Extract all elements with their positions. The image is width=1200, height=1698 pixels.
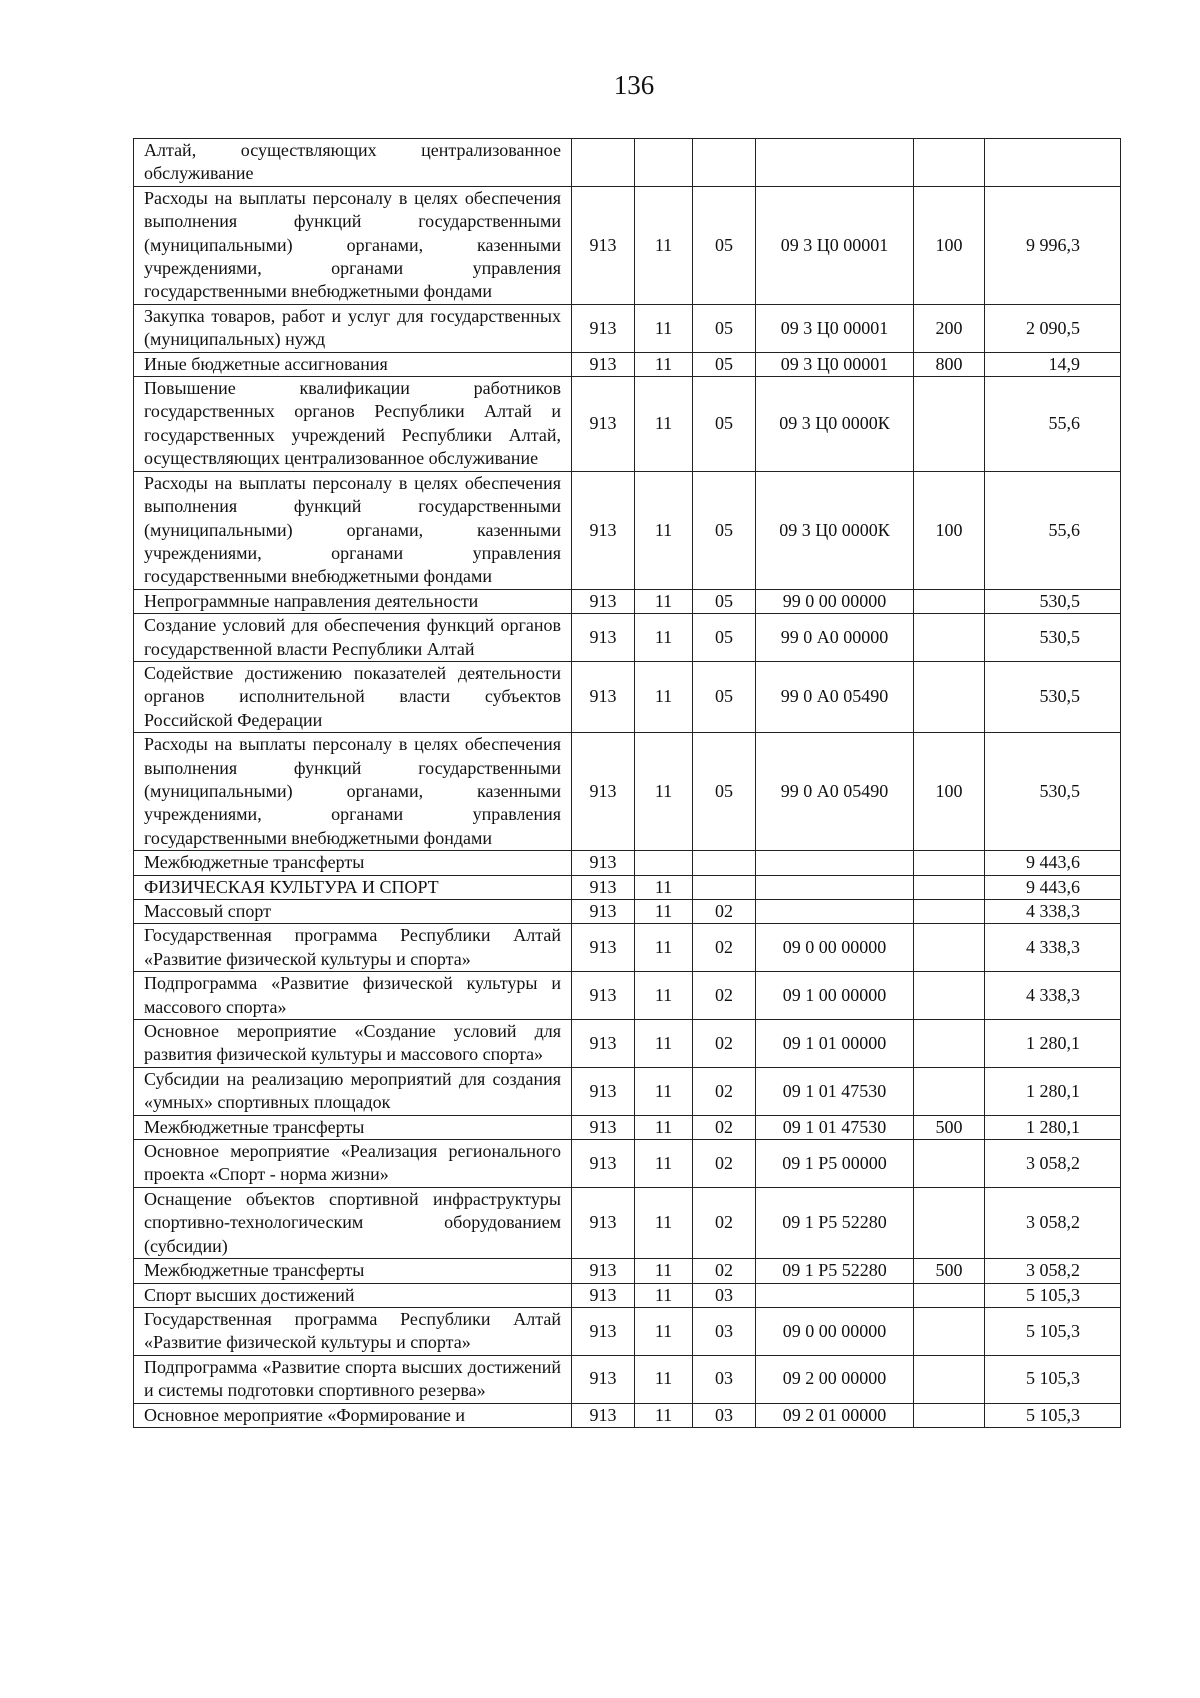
target-article-cell: 99 0 А0 05490 (756, 733, 914, 851)
subsection-code-cell: 02 (693, 900, 756, 924)
grbs-code-cell: 913 (572, 1187, 635, 1258)
expense-type-cell (914, 1067, 985, 1115)
expense-type-cell: 100 (914, 471, 985, 589)
expense-type-cell: 100 (914, 186, 985, 304)
expense-type-cell (914, 1283, 985, 1307)
expense-type-cell: 200 (914, 304, 985, 352)
section-code-cell: 11 (635, 377, 693, 472)
expense-name-cell: Межбюджетные трансферты (134, 1259, 572, 1283)
amount-cell: 9 443,6 (985, 851, 1121, 875)
subsection-code-cell: 02 (693, 1020, 756, 1068)
section-code-cell: 11 (635, 614, 693, 662)
grbs-code-cell: 913 (572, 1283, 635, 1307)
table-row (134, 1283, 1121, 1307)
table-body (134, 139, 1121, 1428)
amount-cell: 5 105,3 (985, 1307, 1121, 1355)
target-article-cell (756, 900, 914, 924)
table-row (134, 614, 1121, 662)
expense-type-cell: 100 (914, 733, 985, 851)
amount-cell (985, 139, 1121, 187)
expense-name-cell: Алтай, осуществляющих централизованное обслуживание (134, 139, 572, 187)
subsection-code-cell (693, 851, 756, 875)
target-article-cell: 09 1 01 00000 (756, 1020, 914, 1068)
table-row (134, 851, 1121, 875)
grbs-code-cell: 913 (572, 924, 635, 972)
expense-type-cell (914, 900, 985, 924)
section-code-cell: 11 (635, 875, 693, 899)
expense-name-cell: Государственная программа Республики Алтай «Развитие физической культуры и спорта» (134, 924, 572, 972)
amount-cell: 5 105,3 (985, 1355, 1121, 1403)
expense-name-cell: Расходы на выплаты персоналу в целях обеспечения выполнения функций государственными (муниципальными) органами, казенными учреждениями, органами управления государственными внебюджетными фондами (134, 186, 572, 304)
budget-table (133, 138, 1121, 1428)
amount-cell: 9 443,6 (985, 875, 1121, 899)
section-code-cell: 11 (635, 924, 693, 972)
section-code-cell (635, 139, 693, 187)
amount-cell: 55,6 (985, 377, 1121, 472)
subsection-code-cell: 05 (693, 352, 756, 376)
target-article-cell: 09 3 Ц0 00001 (756, 186, 914, 304)
subsection-code-cell: 02 (693, 972, 756, 1020)
expense-name-cell: Расходы на выплаты персоналу в целях обеспечения выполнения функций государственными (муниципальными) органами, казенными учреждениями, органами управления государственными внебюджетными фондами (134, 471, 572, 589)
grbs-code-cell: 913 (572, 614, 635, 662)
table-row (134, 1140, 1121, 1188)
expense-type-cell (914, 1355, 985, 1403)
section-code-cell: 11 (635, 1283, 693, 1307)
subsection-code-cell: 05 (693, 661, 756, 732)
expense-type-cell (914, 1403, 985, 1427)
table-row (134, 875, 1121, 899)
subsection-code-cell: 02 (693, 1140, 756, 1188)
target-article-cell: 99 0 А0 00000 (756, 614, 914, 662)
amount-cell: 5 105,3 (985, 1403, 1121, 1427)
subsection-code-cell: 03 (693, 1355, 756, 1403)
expense-type-cell (914, 1187, 985, 1258)
expense-type-cell (914, 1140, 985, 1188)
target-article-cell (756, 1283, 914, 1307)
grbs-code-cell: 913 (572, 1403, 635, 1427)
table-row (134, 304, 1121, 352)
table-row (134, 1020, 1121, 1068)
expense-name-cell: Субсидии на реализацию мероприятий для создания «умных» спортивных площадок (134, 1067, 572, 1115)
table-row (134, 1187, 1121, 1258)
grbs-code-cell: 913 (572, 875, 635, 899)
section-code-cell: 11 (635, 661, 693, 732)
table-row (134, 1259, 1121, 1283)
table-row (134, 1115, 1121, 1139)
target-article-cell: 09 3 Ц0 0000К (756, 471, 914, 589)
target-article-cell: 09 3 Ц0 00001 (756, 304, 914, 352)
grbs-code-cell: 913 (572, 1067, 635, 1115)
table-row (134, 661, 1121, 732)
amount-cell: 14,9 (985, 352, 1121, 376)
target-article-cell: 09 1 01 47530 (756, 1115, 914, 1139)
subsection-code-cell: 05 (693, 471, 756, 589)
target-article-cell: 09 2 01 00000 (756, 1403, 914, 1427)
section-code-cell: 11 (635, 1187, 693, 1258)
expense-name-cell: Межбюджетные трансферты (134, 851, 572, 875)
expense-type-cell (914, 377, 985, 472)
grbs-code-cell: 913 (572, 589, 635, 613)
amount-cell: 2 090,5 (985, 304, 1121, 352)
amount-cell: 3 058,2 (985, 1140, 1121, 1188)
section-code-cell: 11 (635, 1307, 693, 1355)
section-code-cell: 11 (635, 1115, 693, 1139)
subsection-code-cell: 02 (693, 1067, 756, 1115)
subsection-code-cell: 05 (693, 304, 756, 352)
amount-cell: 530,5 (985, 661, 1121, 732)
grbs-code-cell: 913 (572, 1259, 635, 1283)
section-code-cell (635, 851, 693, 875)
expense-type-cell: 500 (914, 1115, 985, 1139)
section-code-cell: 11 (635, 471, 693, 589)
section-code-cell: 11 (635, 1140, 693, 1188)
expense-name-cell: Массовый спорт (134, 900, 572, 924)
subsection-code-cell: 03 (693, 1307, 756, 1355)
section-code-cell: 11 (635, 186, 693, 304)
subsection-code-cell: 02 (693, 924, 756, 972)
table-row (134, 186, 1121, 304)
grbs-code-cell: 913 (572, 186, 635, 304)
subsection-code-cell (693, 139, 756, 187)
amount-cell: 530,5 (985, 733, 1121, 851)
expense-name-cell: Подпрограмма «Развитие физической культуры и массового спорта» (134, 972, 572, 1020)
table-row (134, 924, 1121, 972)
table-row (134, 733, 1121, 851)
expense-type-cell (914, 614, 985, 662)
grbs-code-cell: 913 (572, 851, 635, 875)
target-article-cell: 09 1 Р5 52280 (756, 1259, 914, 1283)
target-article-cell: 09 1 Р5 00000 (756, 1140, 914, 1188)
target-article-cell: 09 3 Ц0 0000К (756, 377, 914, 472)
table-row (134, 589, 1121, 613)
expense-type-cell: 500 (914, 1259, 985, 1283)
expense-name-cell: Подпрограмма «Развитие спорта высших достижений и системы подготовки спортивного резерва» (134, 1355, 572, 1403)
expense-type-cell (914, 875, 985, 899)
grbs-code-cell: 913 (572, 900, 635, 924)
subsection-code-cell: 02 (693, 1187, 756, 1258)
expense-type-cell (914, 924, 985, 972)
amount-cell: 4 338,3 (985, 900, 1121, 924)
subsection-code-cell: 05 (693, 589, 756, 613)
subsection-code-cell: 02 (693, 1115, 756, 1139)
expense-type-cell (914, 972, 985, 1020)
expense-type-cell: 800 (914, 352, 985, 376)
target-article-cell: 09 0 00 00000 (756, 1307, 914, 1355)
grbs-code-cell: 913 (572, 304, 635, 352)
amount-cell: 4 338,3 (985, 972, 1121, 1020)
grbs-code-cell: 913 (572, 1355, 635, 1403)
target-article-cell: 09 3 Ц0 00001 (756, 352, 914, 376)
table-row (134, 471, 1121, 589)
section-code-cell: 11 (635, 1259, 693, 1283)
expense-type-cell (914, 139, 985, 187)
expense-type-cell (914, 851, 985, 875)
target-article-cell: 09 2 00 00000 (756, 1355, 914, 1403)
section-code-cell: 11 (635, 972, 693, 1020)
subsection-code-cell: 05 (693, 377, 756, 472)
expense-name-cell: Основное мероприятие «Реализация регионального проекта «Спорт - норма жизни» (134, 1140, 572, 1188)
expense-name-cell: Основное мероприятие «Формирование и (134, 1403, 572, 1427)
expense-name-cell: Государственная программа Республики Алтай «Развитие физической культуры и спорта» (134, 1307, 572, 1355)
target-article-cell (756, 851, 914, 875)
grbs-code-cell (572, 139, 635, 187)
amount-cell: 530,5 (985, 589, 1121, 613)
expense-name-cell: Закупка товаров, работ и услуг для государственных (муниципальных) нужд (134, 304, 572, 352)
expense-type-cell (914, 1020, 985, 1068)
grbs-code-cell: 913 (572, 1020, 635, 1068)
table-row (134, 1403, 1121, 1427)
subsection-code-cell: 03 (693, 1403, 756, 1427)
target-article-cell: 09 1 Р5 52280 (756, 1187, 914, 1258)
target-article-cell: 09 1 01 47530 (756, 1067, 914, 1115)
expense-name-cell: Содействие достижению показателей деятельности органов исполнительной власти субъектов Российской Федерации (134, 661, 572, 732)
section-code-cell: 11 (635, 900, 693, 924)
expense-type-cell (914, 589, 985, 613)
subsection-code-cell: 05 (693, 614, 756, 662)
expense-name-cell: Основное мероприятие «Создание условий для развития физической культуры и массового спорта» (134, 1020, 572, 1068)
table-row (134, 900, 1121, 924)
grbs-code-cell: 913 (572, 1140, 635, 1188)
expense-name-cell: Иные бюджетные ассигнования (134, 352, 572, 376)
section-code-cell: 11 (635, 1067, 693, 1115)
target-article-cell (756, 139, 914, 187)
amount-cell: 1 280,1 (985, 1115, 1121, 1139)
table-row (134, 1067, 1121, 1115)
expense-name-cell: Межбюджетные трансферты (134, 1115, 572, 1139)
amount-cell: 5 105,3 (985, 1283, 1121, 1307)
section-code-cell: 11 (635, 1403, 693, 1427)
expense-name-cell: Непрограммные направления деятельности (134, 589, 572, 613)
grbs-code-cell: 913 (572, 377, 635, 472)
expense-name-cell: Спорт высших достижений (134, 1283, 572, 1307)
subsection-code-cell: 05 (693, 733, 756, 851)
target-article-cell (756, 875, 914, 899)
amount-cell: 1 280,1 (985, 1067, 1121, 1115)
expense-name-cell: Расходы на выплаты персоналу в целях обеспечения выполнения функций государственными (муниципальными) органами, казенными учреждениями, органами управления государственными внебюджетными фондами (134, 733, 572, 851)
expense-type-cell (914, 661, 985, 732)
amount-cell: 530,5 (985, 614, 1121, 662)
section-code-cell: 11 (635, 352, 693, 376)
target-article-cell: 99 0 00 00000 (756, 589, 914, 613)
section-code-cell: 11 (635, 304, 693, 352)
grbs-code-cell: 913 (572, 733, 635, 851)
expense-name-cell: Создание условий для обеспечения функций органов государственной власти Республики Алтай (134, 614, 572, 662)
target-article-cell: 09 0 00 00000 (756, 924, 914, 972)
target-article-cell: 09 1 00 00000 (756, 972, 914, 1020)
expense-name-cell: ФИЗИЧЕСКАЯ КУЛЬТУРА И СПОРТ (134, 875, 572, 899)
table-row (134, 972, 1121, 1020)
grbs-code-cell: 913 (572, 352, 635, 376)
subsection-code-cell: 02 (693, 1259, 756, 1283)
amount-cell: 3 058,2 (985, 1187, 1121, 1258)
amount-cell: 1 280,1 (985, 1020, 1121, 1068)
subsection-code-cell: 05 (693, 186, 756, 304)
grbs-code-cell: 913 (572, 471, 635, 589)
grbs-code-cell: 913 (572, 1115, 635, 1139)
grbs-code-cell: 913 (572, 661, 635, 732)
target-article-cell: 99 0 А0 05490 (756, 661, 914, 732)
grbs-code-cell: 913 (572, 1307, 635, 1355)
section-code-cell: 11 (635, 1020, 693, 1068)
subsection-code-cell: 03 (693, 1283, 756, 1307)
section-code-cell: 11 (635, 733, 693, 851)
page-number: 136 (613, 70, 655, 100)
expense-name-cell: Повышение квалификации работников государственных органов Республики Алтай и государственных учреждений Республики Алтай, осуществляющих централизованное обслуживание (134, 377, 572, 472)
section-code-cell: 11 (635, 589, 693, 613)
section-code-cell: 11 (635, 1355, 693, 1403)
table-row (134, 1355, 1121, 1403)
grbs-code-cell: 913 (572, 972, 635, 1020)
table-row (134, 377, 1121, 472)
table-row (134, 1307, 1121, 1355)
subsection-code-cell (693, 875, 756, 899)
amount-cell: 55,6 (985, 471, 1121, 589)
amount-cell: 4 338,3 (985, 924, 1121, 972)
table-row (134, 139, 1121, 187)
expense-name-cell: Оснащение объектов спортивной инфраструктуры спортивно-технологическим оборудованием (субсидии) (134, 1187, 572, 1258)
expense-type-cell (914, 1307, 985, 1355)
amount-cell: 3 058,2 (985, 1259, 1121, 1283)
amount-cell: 9 996,3 (985, 186, 1121, 304)
table-row (134, 352, 1121, 376)
